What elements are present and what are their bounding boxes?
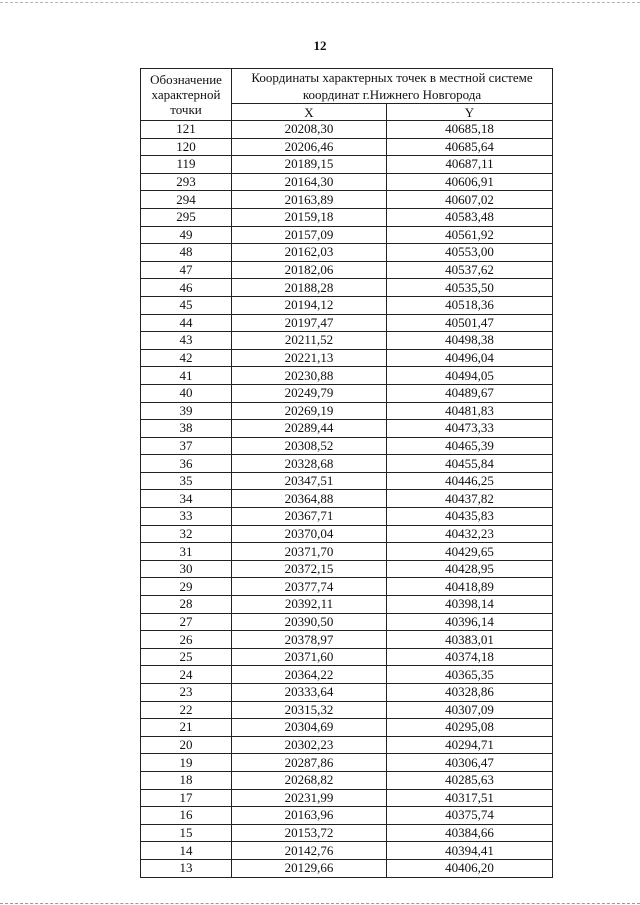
point-cell: 47 [141,261,232,279]
y-cell: 40496,04 [387,349,553,367]
y-cell: 40418,89 [387,578,553,596]
table-row [141,402,553,420]
table-row [141,384,553,402]
table-row [141,508,553,526]
table-row [141,525,553,543]
point-cell: 120 [141,138,232,156]
x-cell: 20289,44 [232,420,387,438]
point-cell: 20 [141,736,232,754]
y-cell: 40685,64 [387,138,553,156]
y-cell: 40494,05 [387,367,553,385]
y-cell: 40501,47 [387,314,553,332]
x-cell: 20315,32 [232,701,387,719]
table-row [141,771,553,789]
x-cell: 20208,30 [232,121,387,139]
y-cell: 40432,23 [387,525,553,543]
y-cell: 40294,71 [387,736,553,754]
x-cell: 20347,51 [232,472,387,490]
table-row [141,789,553,807]
point-cell: 32 [141,525,232,543]
table-row [141,842,553,860]
point-cell: 31 [141,543,232,561]
x-cell: 20231,99 [232,789,387,807]
y-cell: 40583,48 [387,208,553,226]
x-cell: 20157,09 [232,226,387,244]
x-cell: 20268,82 [232,771,387,789]
point-cell: 19 [141,754,232,772]
y-cell: 40295,08 [387,719,553,737]
point-cell: 22 [141,701,232,719]
point-cell: 16 [141,807,232,825]
point-cell: 21 [141,719,232,737]
point-cell: 34 [141,490,232,508]
x-cell: 20188,28 [232,279,387,297]
x-column-header: X [232,104,387,121]
y-cell: 40473,33 [387,420,553,438]
coordinates-group-header: Координаты характерных точек в местной системе координат г.Нижнего Новгорода [232,69,553,104]
table-row [141,208,553,226]
y-cell: 40606,91 [387,173,553,191]
x-cell: 20377,74 [232,578,387,596]
table-row [141,631,553,649]
point-cell: 45 [141,296,232,314]
y-cell: 40489,67 [387,384,553,402]
table-row [141,859,553,877]
y-cell: 40437,82 [387,490,553,508]
x-cell: 20206,46 [232,138,387,156]
point-cell: 41 [141,367,232,385]
table-body [141,121,553,878]
x-cell: 20364,88 [232,490,387,508]
x-cell: 20392,11 [232,596,387,614]
table-row [141,490,553,508]
y-cell: 40384,66 [387,824,553,842]
x-cell: 20371,60 [232,648,387,666]
point-cell: 26 [141,631,232,649]
table-row [141,736,553,754]
table-row [141,332,553,350]
y-column-header: Y [387,104,553,121]
table-row [141,455,553,473]
table-row [141,719,553,737]
point-cell: 121 [141,121,232,139]
page-number: 12 [313,38,327,53]
y-cell: 40455,84 [387,455,553,473]
y-cell: 40406,20 [387,859,553,877]
point-cell: 35 [141,472,232,490]
coordinates-table [140,68,553,878]
point-cell: 46 [141,279,232,297]
point-cell: 36 [141,455,232,473]
x-cell: 20211,52 [232,332,387,350]
table-row [141,578,553,596]
table-row [141,648,553,666]
x-cell: 20333,64 [232,684,387,702]
point-cell: 43 [141,332,232,350]
table-header-row [141,69,553,104]
table-row [141,437,553,455]
y-cell: 40465,39 [387,437,553,455]
x-cell: 20308,52 [232,437,387,455]
y-cell: 40394,41 [387,842,553,860]
point-cell: 28 [141,596,232,614]
y-cell: 40328,86 [387,684,553,702]
y-cell: 40435,83 [387,508,553,526]
y-cell: 40498,38 [387,332,553,350]
table-row [141,472,553,490]
x-cell: 20269,19 [232,402,387,420]
x-cell: 20364,22 [232,666,387,684]
bottom-scan-edge [0,903,640,904]
table-row [141,244,553,262]
y-cell: 40446,25 [387,472,553,490]
x-cell: 20302,23 [232,736,387,754]
table-row [141,279,553,297]
y-cell: 40285,63 [387,771,553,789]
point-cell: 42 [141,349,232,367]
x-cell: 20367,71 [232,508,387,526]
table-row [141,613,553,631]
x-cell: 20153,72 [232,824,387,842]
point-cell: 13 [141,859,232,877]
x-cell: 20129,66 [232,859,387,877]
table-row [141,666,553,684]
point-cell: 40 [141,384,232,402]
table-row [141,296,553,314]
x-cell: 20230,88 [232,367,387,385]
point-cell: 293 [141,173,232,191]
table-row [141,191,553,209]
point-cell: 27 [141,613,232,631]
point-cell: 23 [141,684,232,702]
y-cell: 40317,51 [387,789,553,807]
y-cell: 40398,14 [387,596,553,614]
table-row [141,560,553,578]
point-designation-header: Обозначение характерной точки [141,69,232,121]
point-cell: 14 [141,842,232,860]
y-cell: 40481,83 [387,402,553,420]
x-cell: 20221,13 [232,349,387,367]
table-row [141,314,553,332]
table-row [141,226,553,244]
y-cell: 40396,14 [387,613,553,631]
table-row [141,138,553,156]
table-row [141,754,553,772]
point-cell: 15 [141,824,232,842]
y-cell: 40553,00 [387,244,553,262]
y-cell: 40518,36 [387,296,553,314]
x-cell: 20304,69 [232,719,387,737]
top-scan-edge [0,2,640,3]
point-cell: 39 [141,402,232,420]
point-cell: 38 [141,420,232,438]
table-row [141,824,553,842]
table-row [141,261,553,279]
x-cell: 20163,89 [232,191,387,209]
point-cell: 33 [141,508,232,526]
point-cell: 294 [141,191,232,209]
table-row [141,596,553,614]
point-cell: 44 [141,314,232,332]
table-row [141,701,553,719]
point-cell: 17 [141,789,232,807]
y-cell: 40537,62 [387,261,553,279]
point-cell: 24 [141,666,232,684]
y-cell: 40429,65 [387,543,553,561]
x-cell: 20142,76 [232,842,387,860]
x-cell: 20162,03 [232,244,387,262]
x-cell: 20164,30 [232,173,387,191]
table-row [141,173,553,191]
table-row [141,349,553,367]
table-row [141,420,553,438]
y-cell: 40383,01 [387,631,553,649]
x-cell: 20372,15 [232,560,387,578]
x-cell: 20182,06 [232,261,387,279]
x-cell: 20194,12 [232,296,387,314]
y-cell: 40365,35 [387,666,553,684]
table-row [141,543,553,561]
point-cell: 119 [141,156,232,174]
x-cell: 20189,15 [232,156,387,174]
x-cell: 20390,50 [232,613,387,631]
x-cell: 20287,86 [232,754,387,772]
point-cell: 25 [141,648,232,666]
x-cell: 20197,47 [232,314,387,332]
y-cell: 40535,50 [387,279,553,297]
table-row [141,684,553,702]
y-cell: 40375,74 [387,807,553,825]
y-cell: 40306,47 [387,754,553,772]
table-row [141,807,553,825]
y-cell: 40561,92 [387,226,553,244]
x-cell: 20371,70 [232,543,387,561]
y-cell: 40307,09 [387,701,553,719]
x-cell: 20249,79 [232,384,387,402]
x-cell: 20378,97 [232,631,387,649]
point-cell: 29 [141,578,232,596]
point-cell: 48 [141,244,232,262]
y-cell: 40687,11 [387,156,553,174]
x-cell: 20159,18 [232,208,387,226]
point-cell: 295 [141,208,232,226]
y-cell: 40607,02 [387,191,553,209]
table-row [141,121,553,139]
x-cell: 20328,68 [232,455,387,473]
table-row [141,367,553,385]
table-row [141,156,553,174]
point-cell: 18 [141,771,232,789]
point-cell: 49 [141,226,232,244]
point-cell: 37 [141,437,232,455]
y-cell: 40374,18 [387,648,553,666]
y-cell: 40685,18 [387,121,553,139]
point-cell: 30 [141,560,232,578]
x-cell: 20163,96 [232,807,387,825]
y-cell: 40428,95 [387,560,553,578]
x-cell: 20370,04 [232,525,387,543]
